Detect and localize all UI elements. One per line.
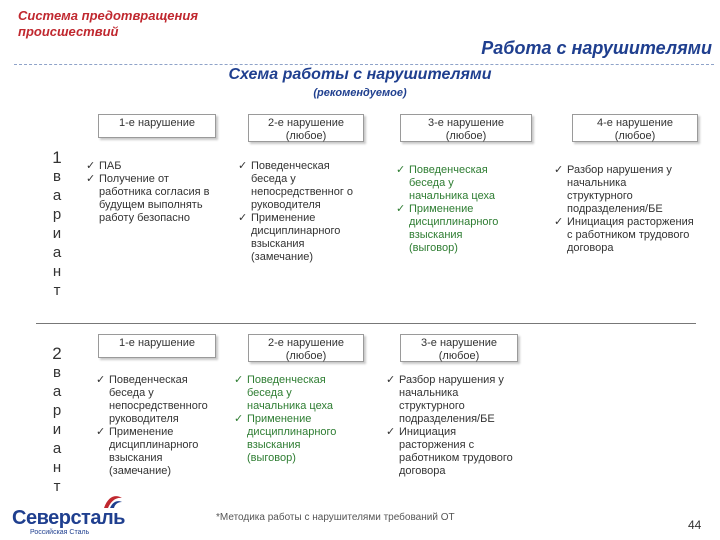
check-icon: ✓: [554, 216, 564, 228]
box-text: 2-е нарушение: [268, 117, 344, 129]
check-icon: ✓: [386, 374, 396, 386]
list-item: [86, 173, 216, 225]
v1-actions-2: [238, 160, 356, 264]
item-text: Применение дисциплинарного взыскания (замечание): [251, 212, 341, 263]
variant-2-char: н: [52, 459, 62, 476]
check-icon: ✓: [238, 160, 248, 172]
item-text: ПАБ: [99, 160, 122, 172]
item-text: Получение от работника согласия в будущем выполнять работу безопасно: [99, 173, 210, 224]
variant-2-char: в: [53, 364, 61, 381]
v2-violation-box-1: [98, 334, 216, 358]
box-text: 1-е нарушение: [119, 337, 195, 349]
box-text: 2-е нарушение: [268, 337, 344, 349]
v1-actions-1: [86, 160, 216, 225]
box-text: (любое): [445, 130, 487, 142]
box-text: 3-е нарушение: [421, 337, 497, 349]
v1-violation-box-4: [572, 114, 698, 142]
box-text: (любое): [614, 130, 656, 142]
variant-2-char: а: [52, 383, 62, 400]
item-text: Применение дисциплинарного взыскания (замечание): [109, 426, 199, 477]
v1-violation-box-1: [98, 114, 216, 138]
list-item: [234, 374, 348, 413]
variant-1-char: н: [52, 263, 62, 280]
v2-actions-3: [386, 374, 522, 478]
v1-violation-box-3: [400, 114, 532, 142]
v2-actions-1: [96, 374, 218, 478]
box-text: (любое): [285, 130, 327, 142]
item-text: Поведенческая беседа у начальника цеха: [247, 374, 333, 412]
variant-2-char: 2: [52, 344, 62, 363]
header-divider: [14, 64, 714, 65]
list-item: [238, 160, 356, 212]
list-item: [554, 164, 694, 216]
variant-2-char: и: [52, 421, 62, 438]
variant-2-label: [46, 344, 68, 496]
variant-1-char: в: [53, 168, 61, 185]
check-icon: ✓: [96, 374, 106, 386]
item-text: Применение дисциплинарного взыскания (выговор): [247, 413, 337, 464]
box-text: (любое): [285, 350, 327, 362]
check-icon: ✓: [386, 426, 396, 438]
page-number: 44: [688, 518, 702, 532]
box-text: (любое): [438, 350, 480, 362]
v1-actions-3: [396, 164, 510, 255]
variant-2-char: а: [52, 440, 62, 457]
variant-1-label: [46, 148, 68, 300]
list-item: [234, 413, 348, 465]
box-text: 4-е нарушение: [597, 117, 673, 129]
box-text: 1-е нарушение: [119, 117, 195, 129]
check-icon: ✓: [234, 413, 244, 425]
v2-actions-2: [234, 374, 348, 465]
list-item: [96, 374, 218, 426]
v1-violation-box-2: [248, 114, 364, 142]
list-item: [386, 426, 522, 478]
check-icon: ✓: [238, 212, 248, 224]
scheme-title: Схема работы с нарушителями: [228, 66, 492, 83]
v2-violation-box-3: [400, 334, 518, 362]
variant-1-char: и: [52, 225, 62, 242]
item-text: Инициация расторжения с работником трудового договора: [567, 216, 694, 254]
footnote: *Методика работы с нарушителями требований ОТ: [216, 512, 455, 523]
v2-violation-box-2: [248, 334, 364, 362]
check-icon: ✓: [86, 160, 96, 172]
variant-1-char: а: [52, 244, 62, 261]
check-icon: ✓: [396, 203, 406, 215]
list-item: [86, 160, 216, 173]
check-icon: ✓: [86, 173, 96, 185]
severstal-logo: Северсталь: [12, 507, 125, 529]
item-text: Разбор нарушения у начальника структурного подразделения/БЕ: [399, 374, 504, 425]
list-item: [386, 374, 522, 426]
section-title: Работа с нарушителями: [481, 38, 712, 58]
box-text: 3-е нарушение: [428, 117, 504, 129]
item-text: Поведенческая беседа у непосредственного руководителя: [109, 374, 208, 425]
variant-1-char: а: [52, 187, 62, 204]
variant-2-char: р: [52, 402, 62, 419]
variant-1-char: р: [52, 206, 62, 223]
check-icon: ✓: [234, 374, 244, 386]
v1-actions-4: [554, 164, 694, 255]
variant-2-char: т: [53, 478, 61, 495]
item-text: Поведенческая беседа у начальника цеха: [409, 164, 495, 202]
item-text: Инициация расторжения с работником трудового договора: [399, 426, 513, 477]
variant-1-char: 1: [52, 148, 62, 167]
item-text: Поведенческая беседа у непосредственног о руководителя: [251, 160, 354, 211]
variant-1-char: т: [53, 282, 61, 299]
check-icon: ✓: [96, 426, 106, 438]
list-item: [396, 203, 510, 255]
list-item: [96, 426, 218, 478]
list-item: [554, 216, 694, 255]
variants-divider: [36, 323, 696, 324]
list-item: [238, 212, 356, 264]
list-item: [396, 164, 510, 203]
item-text: Применение дисциплинарного взыскания (выговор): [409, 203, 499, 254]
check-icon: ✓: [396, 164, 406, 176]
system-title: Система предотвращения происшествий: [18, 8, 198, 39]
check-icon: ✓: [554, 164, 564, 176]
severstal-logo-subtitle: Российская Сталь: [30, 529, 90, 536]
scheme-subtitle: (рекомендуемое): [313, 87, 407, 99]
item-text: Разбор нарушения у начальника структурного подразделения/БЕ: [567, 164, 672, 215]
